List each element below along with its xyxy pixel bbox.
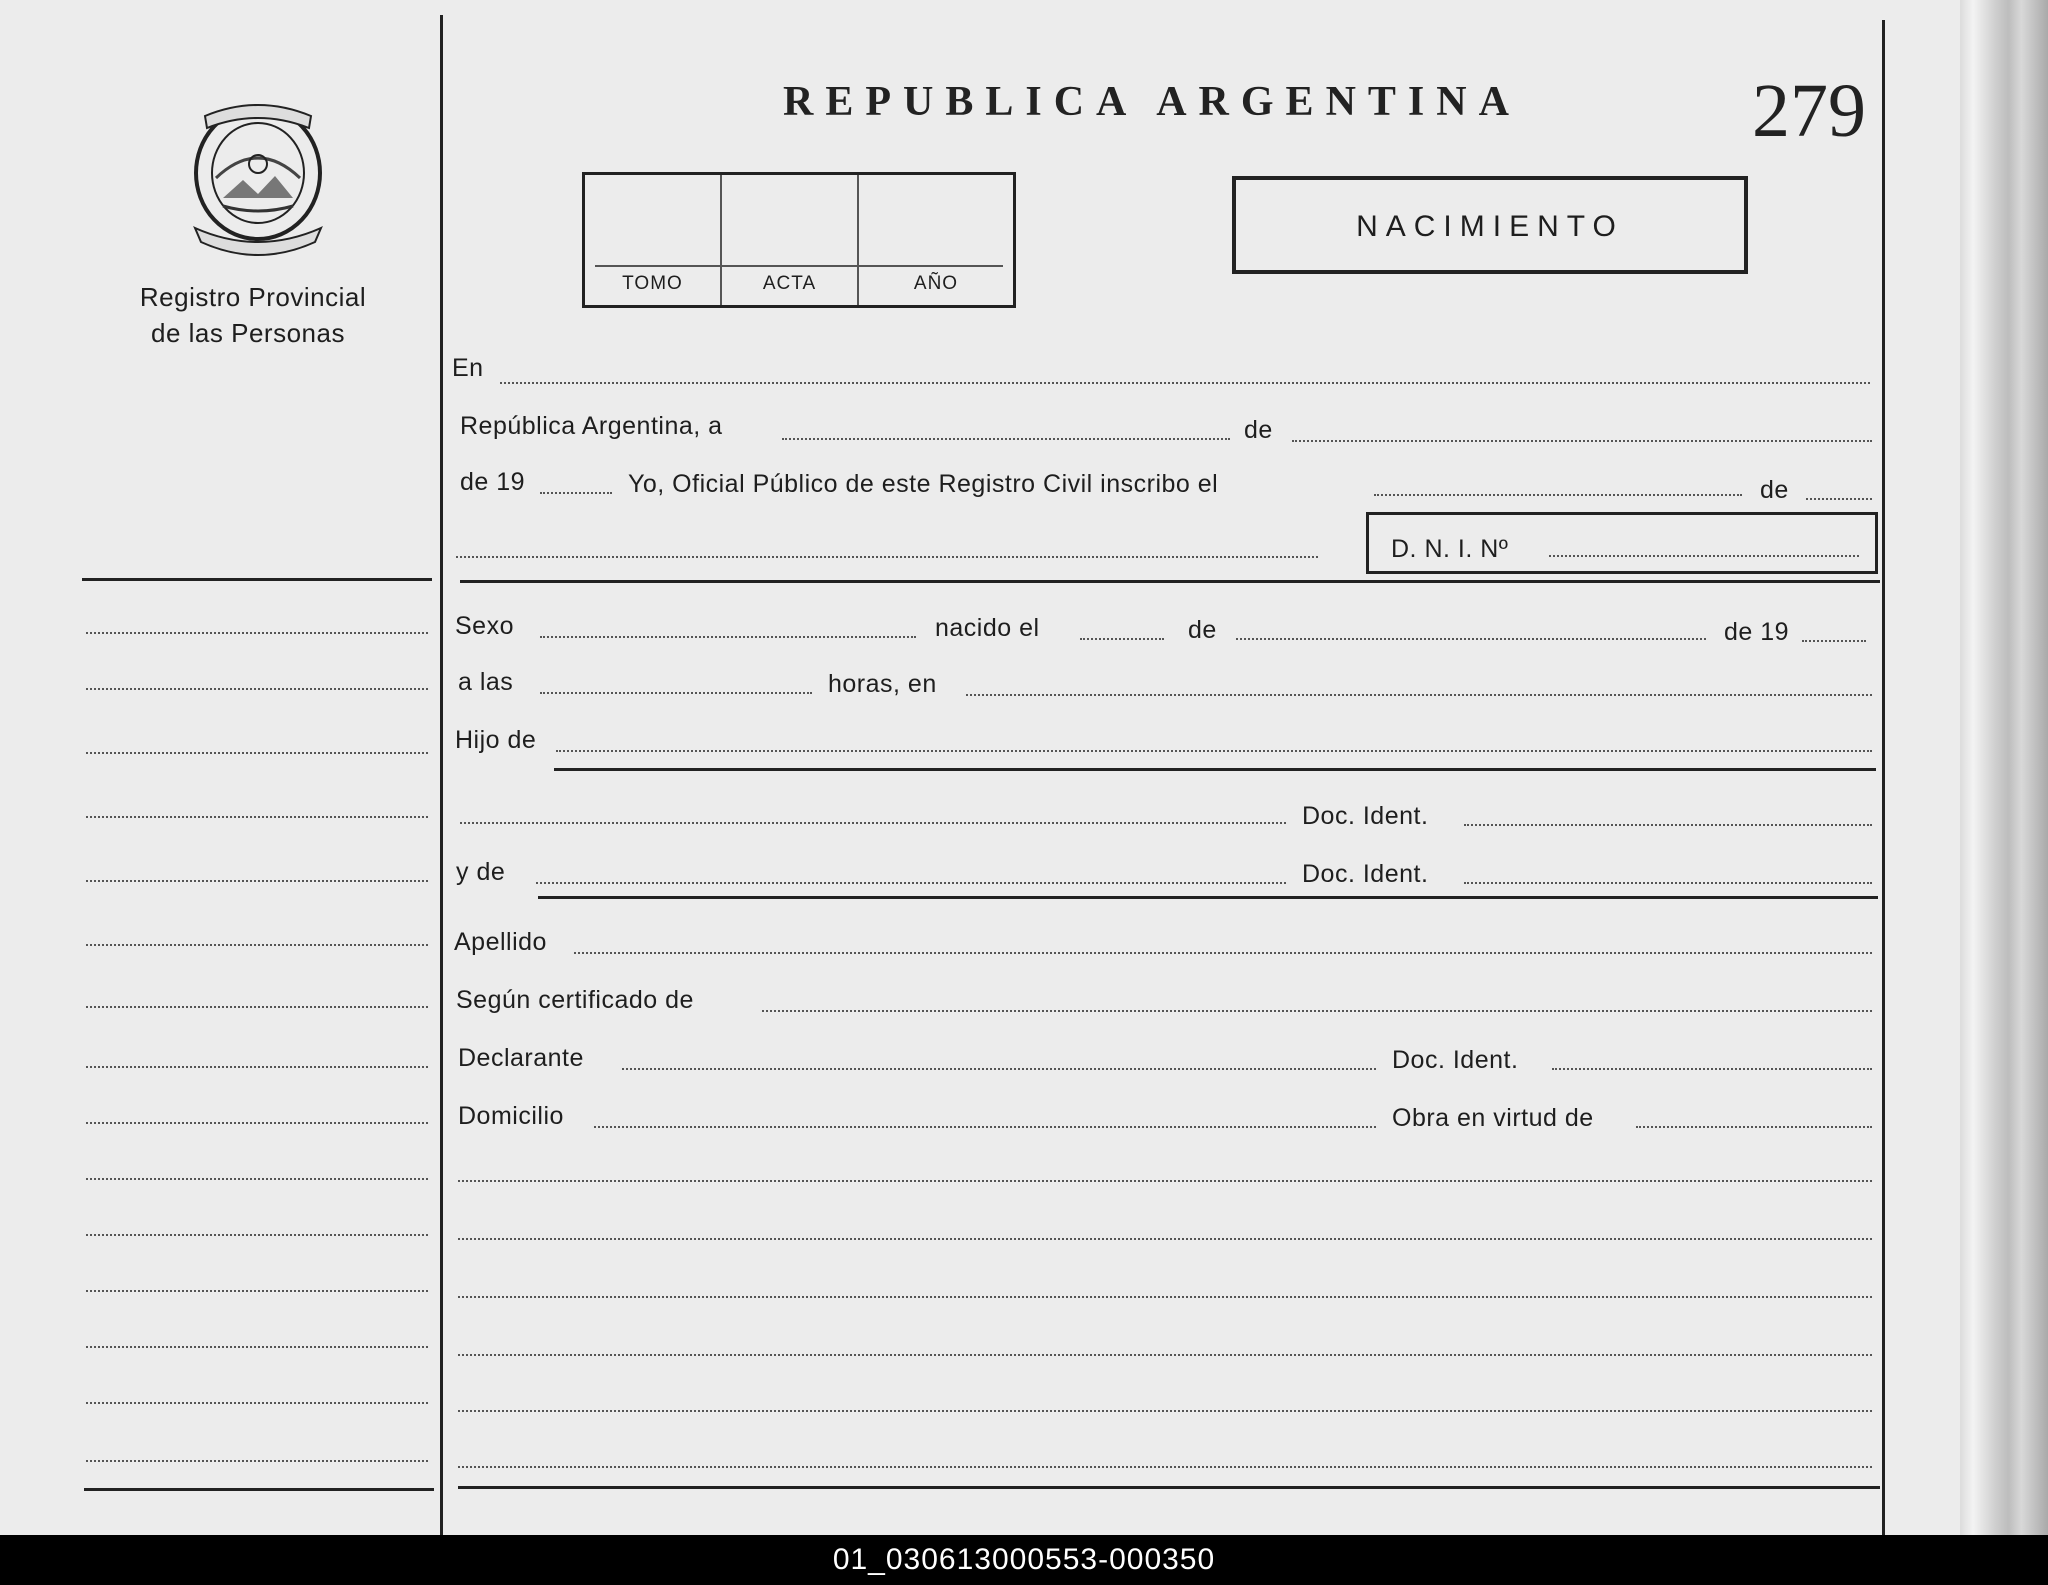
en-label: En (452, 354, 484, 382)
notes-line[interactable] (458, 1238, 1872, 1240)
hour-field[interactable] (540, 692, 812, 694)
year-field[interactable] (540, 492, 612, 494)
place-field[interactable] (500, 382, 1870, 384)
mother-rule (538, 896, 1878, 899)
month-field[interactable] (1292, 440, 1872, 442)
notes-line[interactable] (458, 1180, 1872, 1182)
declarante-field[interactable] (622, 1068, 1376, 1070)
nacido-el-label: nacido el (935, 614, 1040, 642)
mother-doc-field[interactable] (1464, 882, 1872, 884)
de19-label-2: de 19 (1724, 618, 1790, 646)
segun-certificado-label: Según certificado de (456, 986, 694, 1014)
sexo-label: Sexo (455, 612, 514, 640)
book-edge (1960, 0, 2048, 1535)
sidebar-note-line[interactable] (86, 1234, 428, 1236)
notes-line[interactable] (458, 1354, 1872, 1356)
tomo-cell[interactable] (585, 175, 722, 305)
child-name-field[interactable] (456, 556, 1318, 558)
image-id-bar (0, 1535, 2048, 1585)
sidebar-note-line[interactable] (86, 1178, 428, 1180)
column-divider (440, 15, 443, 1535)
doc-ident-label: Doc. Ident. (1302, 802, 1429, 830)
folio-number: 279 (1752, 69, 1866, 153)
de19-label: de 19 (460, 468, 526, 496)
misiones-seal (183, 98, 333, 258)
birth-year-field[interactable] (1802, 640, 1866, 642)
of-field[interactable] (1806, 498, 1872, 500)
horas-en-label: horas, en (828, 670, 937, 698)
y-de-label: y de (456, 858, 506, 886)
father-detail-field[interactable] (460, 822, 1286, 824)
sidebar-note-line[interactable] (86, 1402, 428, 1404)
domicilio-field[interactable] (594, 1126, 1376, 1128)
sidebar-note-line[interactable] (86, 880, 428, 882)
obra-field[interactable] (1636, 1126, 1872, 1128)
sidebar-rule-bottom (84, 1488, 434, 1491)
mother-field[interactable] (536, 882, 1286, 884)
doc-ident-label-3: Doc. Ident. (1392, 1046, 1519, 1074)
acta-label: ACTA (762, 273, 817, 294)
image-id: 01_030613000553-000350 (832, 1543, 1216, 1576)
section-rule-1 (460, 580, 1880, 583)
declarante-doc-field[interactable] (1552, 1068, 1872, 1070)
ano-cell[interactable] (859, 175, 1013, 305)
father-rule (554, 768, 1876, 771)
dni-field[interactable] (1549, 555, 1859, 557)
birth-month-field[interactable] (1236, 638, 1706, 640)
sidebar-note-line[interactable] (86, 688, 428, 690)
father-field[interactable] (556, 750, 1872, 752)
hijo-de-label: Hijo de (455, 726, 537, 754)
day-field[interactable] (782, 438, 1230, 440)
sidebar-note-line[interactable] (86, 1460, 428, 1462)
right-border (1882, 20, 1885, 1535)
a-las-label: a las (458, 668, 514, 696)
notes-line[interactable] (458, 1296, 1872, 1298)
de-label-3: de (1188, 616, 1217, 644)
birth-day-field[interactable] (1080, 638, 1164, 640)
apellido-field[interactable] (574, 952, 1872, 954)
notes-line[interactable] (458, 1466, 1872, 1468)
sidebar-note-line[interactable] (86, 1006, 428, 1008)
sidebar-rule-top (82, 578, 432, 581)
acta-cell[interactable] (722, 175, 859, 305)
act-type-box (1232, 176, 1748, 274)
tomo-label: TOMO (622, 273, 683, 294)
father-doc-field[interactable] (1464, 824, 1872, 826)
section-rule-bottom (458, 1486, 1880, 1489)
sidebar-note-line[interactable] (86, 816, 428, 818)
yo-oficial-label: Yo, Oficial Público de este Registro Civil inscribo el (628, 470, 1219, 498)
sidebar-note-line[interactable] (86, 1346, 428, 1348)
obra-en-virtud-label: Obra en virtud de (1392, 1104, 1594, 1132)
birthplace-field[interactable] (966, 694, 1872, 696)
apellido-label: Apellido (454, 928, 547, 956)
certificate-field[interactable] (762, 1010, 1872, 1012)
sidebar-note-line[interactable] (86, 1290, 428, 1292)
inscribed-field[interactable] (1374, 494, 1742, 496)
sexo-field[interactable] (540, 636, 916, 638)
declarante-label: Declarante (458, 1044, 584, 1072)
register-table (582, 172, 1016, 308)
de-label: de (1244, 416, 1273, 444)
country-title: REPUBLICA ARGENTINA (783, 79, 1521, 125)
registry-name-line1: Registro Provincial (139, 282, 367, 312)
registry-name-line2: de las Personas (151, 318, 345, 348)
sidebar-note-line[interactable] (86, 752, 428, 754)
de-label-2: de (1760, 476, 1789, 504)
act-type-label: NACIMIENTO (1356, 210, 1624, 243)
republica-label: República Argentina, a (460, 412, 723, 440)
ano-label: AÑO (913, 273, 959, 294)
sidebar-note-line[interactable] (86, 944, 428, 946)
dni-label: D. N. I. Nº (1391, 535, 1509, 563)
sidebar-note-line[interactable] (86, 632, 428, 634)
dni-box (1366, 512, 1878, 574)
sidebar-note-line[interactable] (86, 1122, 428, 1124)
doc-ident-label-2: Doc. Ident. (1302, 860, 1429, 888)
sidebar-note-line[interactable] (86, 1066, 428, 1068)
domicilio-label: Domicilio (458, 1102, 564, 1130)
notes-line[interactable] (458, 1410, 1872, 1412)
